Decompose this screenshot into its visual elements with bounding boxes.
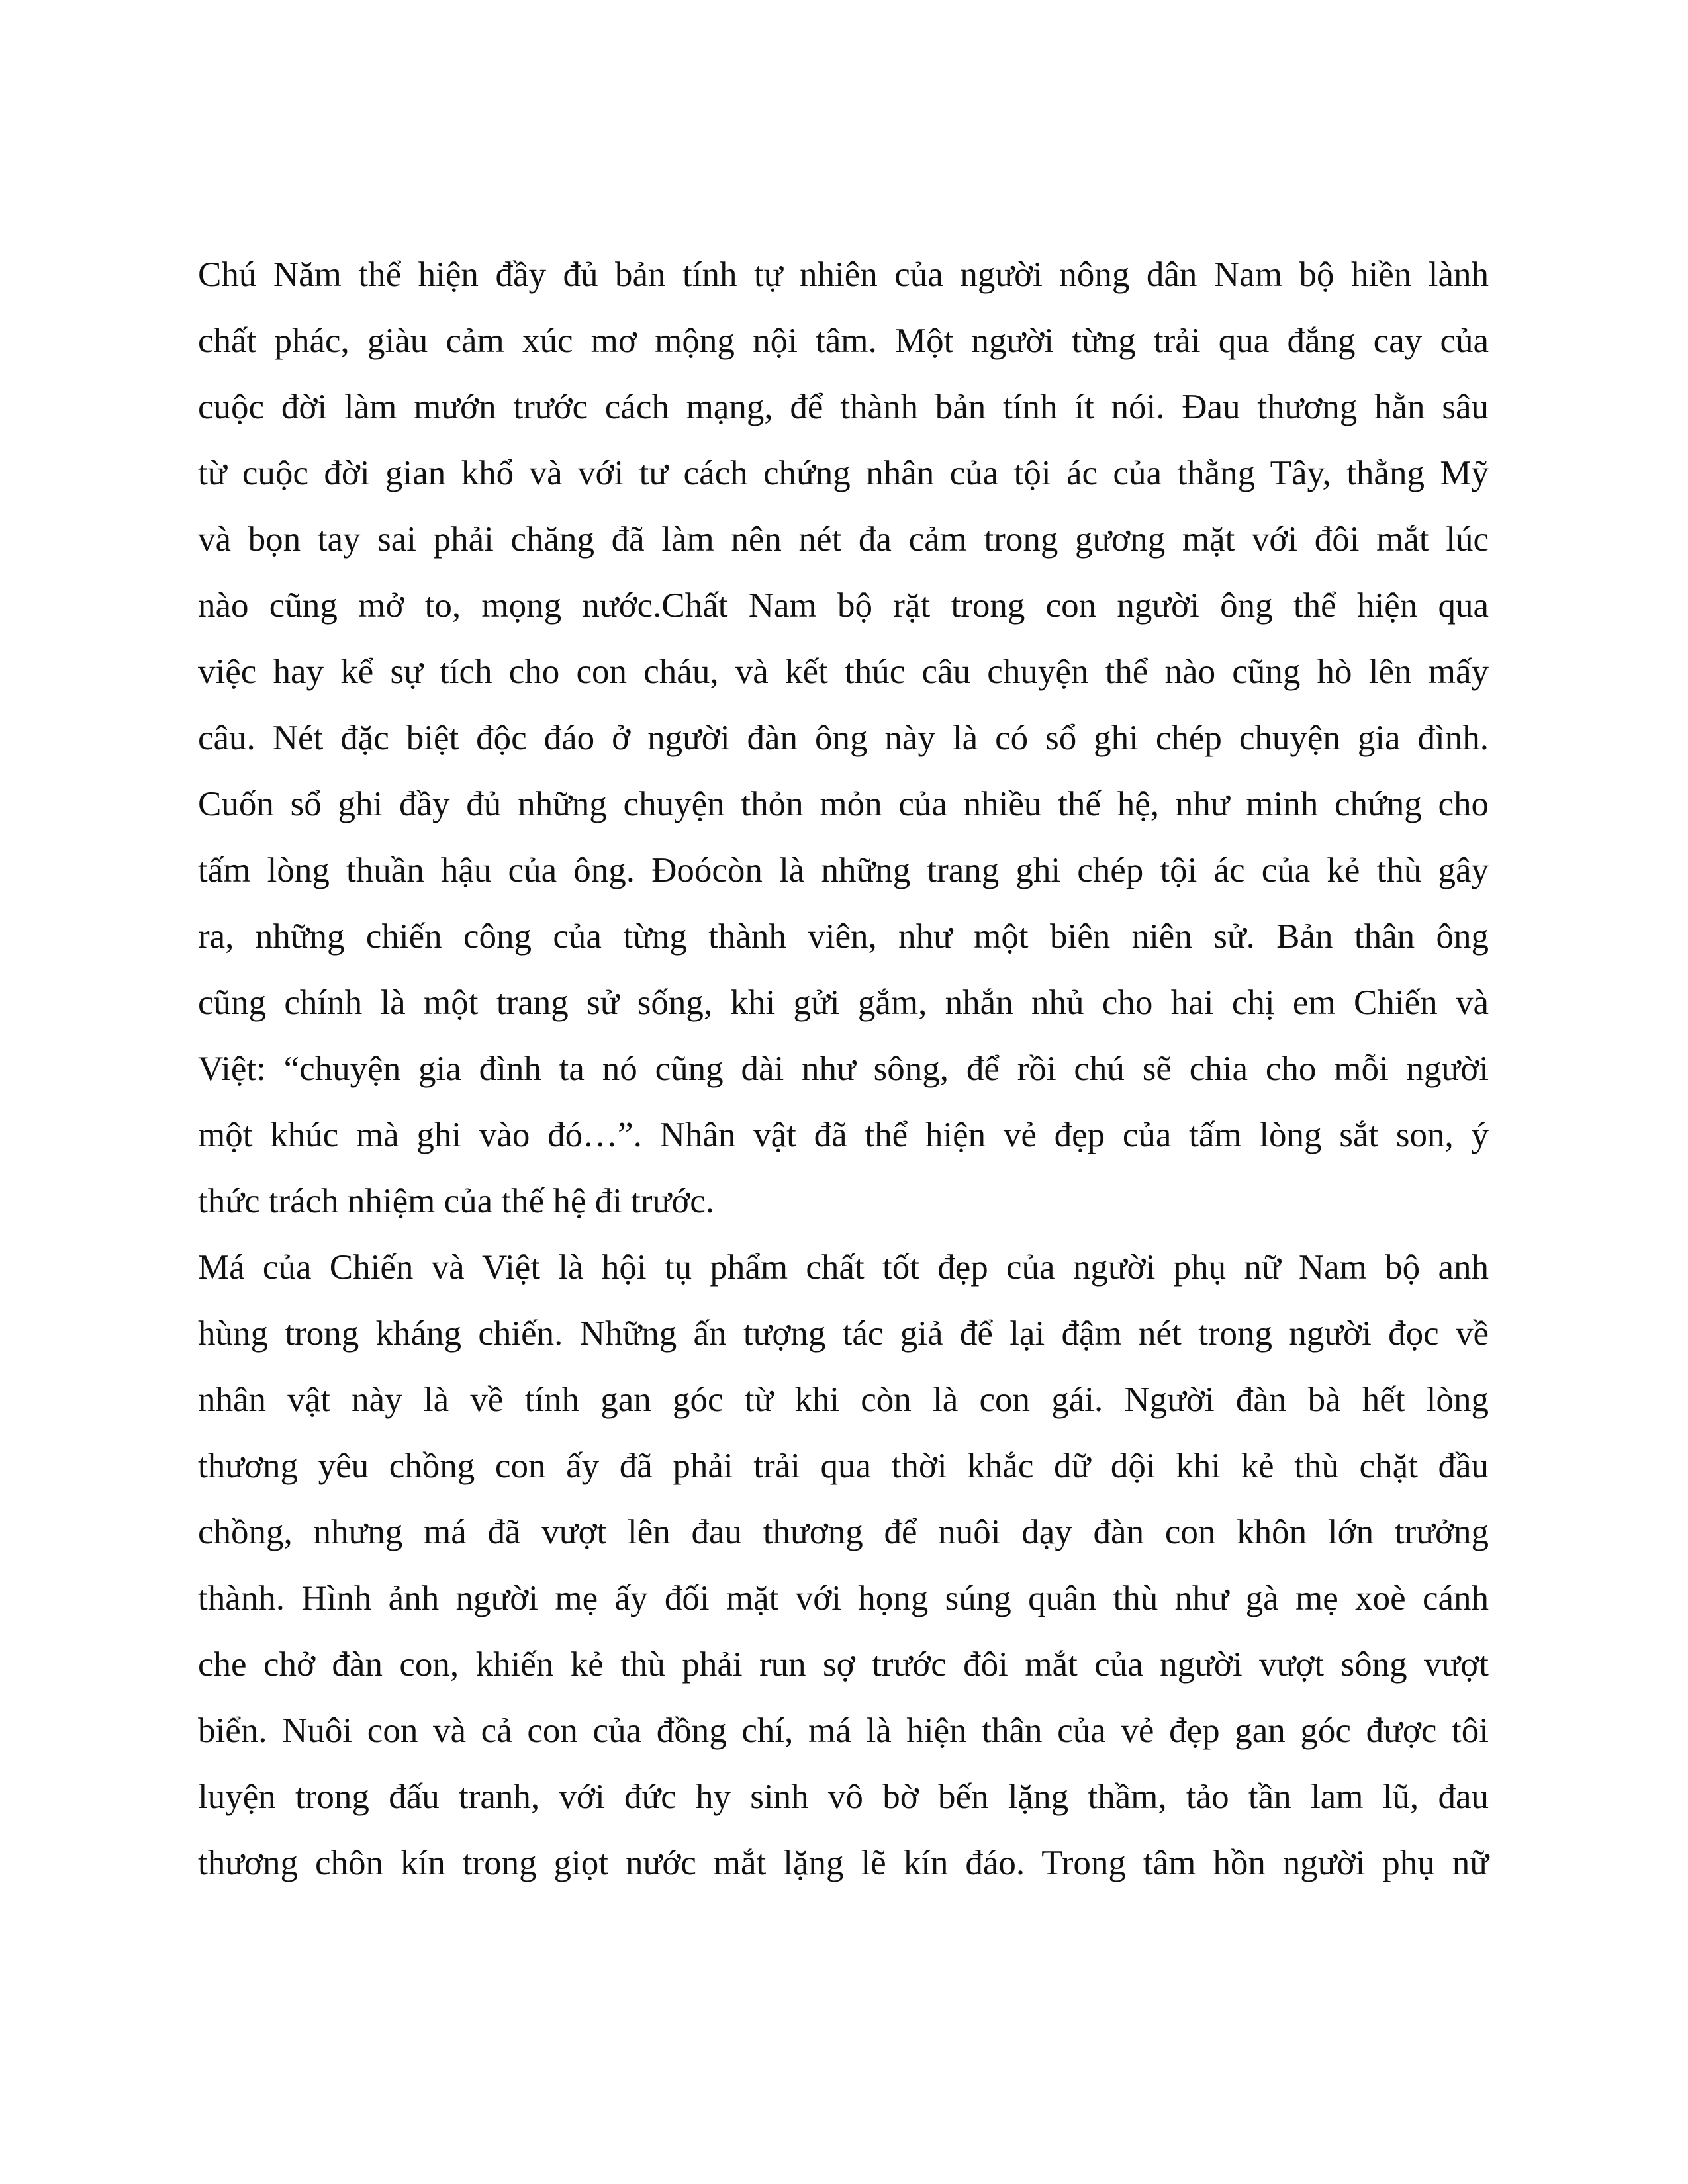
text-line: và bọn tay sai phải chăng đã làm nên nét đa cảm trong gương mặt với đôi mắt lúc bbox=[198, 520, 1489, 559]
text-line: hùng trong kháng chiến. Những ấn tượng tác giả để lại đậm nét trong người đọc về bbox=[198, 1314, 1489, 1353]
text-line: chồng, nhưng má đã vượt lên đau thương để nuôi dạy đàn con khôn lớn trưởng bbox=[198, 1513, 1489, 1551]
text-line: chất phác, giàu cảm xúc mơ mộng nội tâm. Một người từng trải qua đắng cay của bbox=[198, 322, 1489, 360]
text-line: tấm lòng thuần hậu của ông. Đoócòn là những trang ghi chép tội ác của kẻ thù gây bbox=[198, 851, 1489, 889]
text-line: Việt: “chuyện gia đình ta nó cũng dài như sông, để rồi chú sẽ chia cho mỗi người bbox=[198, 1050, 1489, 1088]
text-line: việc hay kể sự tích cho con cháu, và kết thúc câu chuyện thể nào cũng hò lên mấy bbox=[198, 653, 1489, 691]
text-line: ra, những chiến công của từng thành viên, như một biên niên sử. Bản thân ông bbox=[198, 917, 1489, 956]
text-line: che chở đàn con, khiến kẻ thù phải run sợ trước đôi mắt của người vượt sông vượt bbox=[198, 1645, 1489, 1684]
text-line: một khúc mà ghi vào đó…”. Nhân vật đã thể hiện vẻ đẹp của tấm lòng sắt son, ý bbox=[198, 1116, 1489, 1154]
text-line: nào cũng mở to, mọng nước.Chất Nam bộ rặt trong con người ông thể hiện qua bbox=[198, 586, 1489, 625]
text-line: thành. Hình ảnh người mẹ ấy đối mặt với họng súng quân thù như gà mẹ xoè cánh bbox=[198, 1579, 1489, 1617]
text-line: nhân vật này là về tính gan góc từ khi còn là con gái. Người đàn bà hết lòng bbox=[198, 1381, 1489, 1419]
text-line: cũng chính là một trang sử sống, khi gửi gắm, nhắn nhủ cho hai chị em Chiến và bbox=[198, 983, 1489, 1022]
text-line: Má của Chiến và Việt là hội tụ phẩm chất tốt đẹp của người phụ nữ Nam bộ anh bbox=[198, 1248, 1489, 1287]
text-line: luyện trong đấu tranh, với đức hy sinh vô bờ bến lặng thầm, tảo tần lam lũ, đau bbox=[198, 1778, 1489, 1816]
text-line: Cuốn sổ ghi đầy đủ những chuyện thỏn mỏn của nhiều thế hệ, như minh chứng cho bbox=[198, 785, 1489, 823]
text-line: câu. Nét đặc biệt độc đáo ở người đàn ông này là có sổ ghi chép chuyện gia đình. bbox=[198, 719, 1489, 757]
text-line: từ cuộc đời gian khổ và với tư cách chứng nhân của tội ác của thằng Tây, thằng Mỹ bbox=[198, 454, 1489, 492]
text-line: Chú Năm thể hiện đầy đủ bản tính tự nhiên của người nông dân Nam bộ hiền lành bbox=[198, 255, 1489, 294]
body-text bbox=[198, 242, 1489, 1896]
paragraph-ma bbox=[198, 1234, 1489, 1896]
text-line: biển. Nuôi con và cả con của đồng chí, má là hiện thân của vẻ đẹp gan góc được tôi bbox=[198, 1711, 1489, 1750]
text-line: thương yêu chồng con ấy đã phải trải qua thời khắc dữ dội khi kẻ thù chặt đầu bbox=[198, 1447, 1489, 1485]
text-line: thức trách nhiệm của thế hệ đi trước. bbox=[198, 1182, 715, 1220]
text-line: cuộc đời làm mướn trước cách mạng, để thành bản tính ít nói. Đau thương hằn sâu bbox=[198, 388, 1489, 426]
text-line: thương chôn kín trong giọt nước mắt lặng lẽ kín đáo. Trong tâm hồn người phụ nữ bbox=[198, 1844, 1489, 1882]
paragraph-chu-nam bbox=[198, 242, 1489, 1234]
